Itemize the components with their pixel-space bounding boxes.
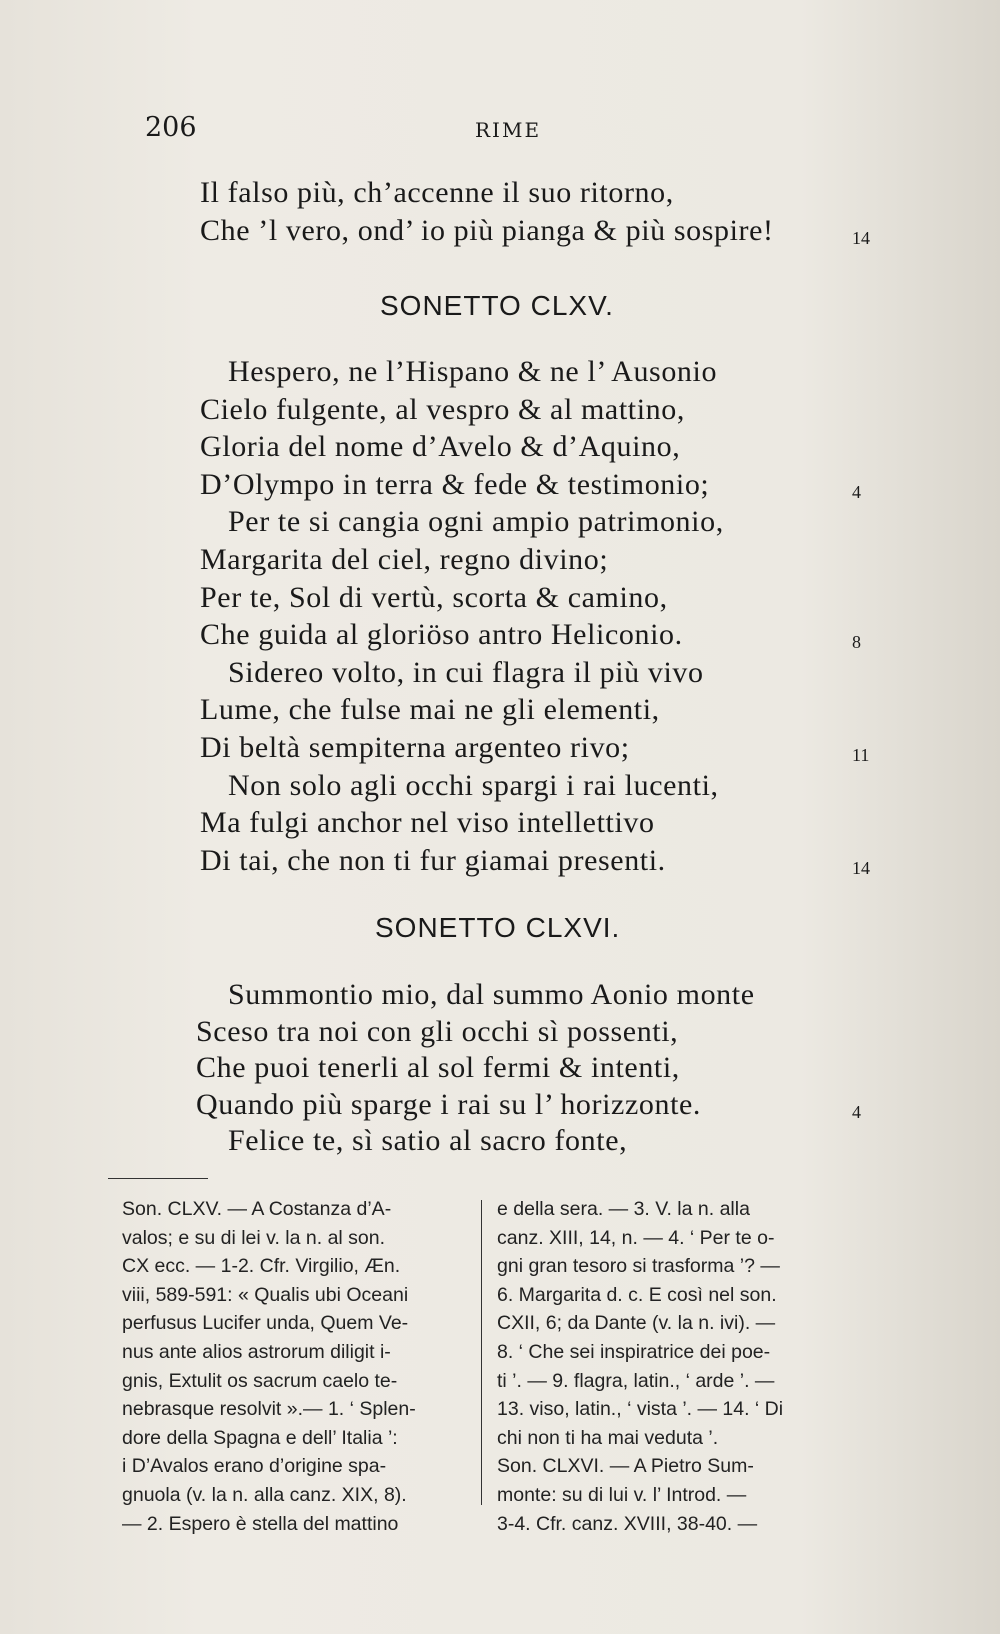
sonnet-title: SONETTO CLXVI.: [375, 912, 621, 943]
footnotes-right-column: [497, 1195, 862, 1538]
footnote-line: monte: su di lui v. l’ Introd. —: [497, 1483, 747, 1506]
footnote-line: CX ecc. — 1-2. Cfr. Virgilio, Æn.: [122, 1255, 401, 1278]
verse-line: Per te, Sol di vertù, scorta & camino,: [200, 580, 668, 614]
verse-line: Non solo agli occhi spargi i rai lucenti,: [228, 768, 719, 802]
footnote-line: Son. CLXV. — A Costanza d’A-: [122, 1198, 392, 1220]
line-number: 8: [852, 632, 861, 653]
page-header: [145, 112, 845, 152]
verse-line: Per te si cangia ogni ampio patrimonio,: [228, 505, 724, 539]
footnote-line: 13. viso, latin., ‘ vista ’. — 14. ‘ Di: [497, 1398, 784, 1421]
line-number: 14: [852, 857, 870, 878]
verse-line: Cielo fulgente, al vespro & al mattino,: [200, 392, 685, 426]
footnote-line: gni gran tesoro si trasforma ’? —: [497, 1255, 780, 1278]
verse-line: Summontio mio, dal summo Aonio monte: [228, 978, 755, 1011]
footnote-line: 6. Margarita d. c. E così nel son.: [497, 1283, 777, 1306]
footnote-line: e della sera. — 3. V. la n. alla: [497, 1198, 750, 1220]
footnote-line: canz. XIII, 14, n. — 4. ‘ Per te o-: [497, 1226, 775, 1249]
verse-line: Sceso tra noi con gli occhi sì possenti,: [196, 1014, 679, 1048]
verse-line: Sidereo volto, in cui flagra il più vivo: [228, 655, 704, 689]
page-number: 206: [145, 112, 197, 143]
line-number: 11: [852, 745, 870, 765]
running-head: RIME: [475, 118, 542, 142]
footnote-line: CXII, 6; da Dante (v. la n. ivi). —: [497, 1312, 776, 1335]
footnote-line: 8. ‘ Che sei inspiratrice dei poe-: [497, 1340, 771, 1363]
footnotes-left-column: [122, 1195, 470, 1538]
footnote-line: gnis, Extulit os sacrum caelo te-: [122, 1369, 398, 1392]
footnote-line: nus ante alios astrorum diligit i-: [122, 1340, 391, 1363]
verse-line: Che guida al gloriöso antro Heliconio.: [200, 618, 683, 652]
verse-line: Margarita del ciel, regno divino;: [200, 543, 609, 576]
verse-line: Di tai, che non ti fur giamai presenti.: [200, 843, 666, 877]
line-number: 4: [852, 1101, 861, 1122]
footnote-line: 3-4. Cfr. canz. XVIII, 38-40. —: [497, 1512, 758, 1535]
footnote-line: perfusus Lucifer unda, Quem Ve-: [122, 1312, 409, 1335]
verse-line: Hespero, ne l’Hispano & ne l’ Ausonio: [228, 355, 718, 388]
verse-line: Che ’l vero, ond’ io più pianga & più sospire!: [200, 214, 774, 247]
verse-line: Gloria del nome d’Avelo & d’Aquino,: [200, 430, 681, 464]
line-number: 4: [852, 481, 861, 502]
footnote-line: — 2. Espero è stella del mattino: [122, 1512, 399, 1535]
footnote-column-divider: [481, 1200, 482, 1505]
verse-line: Lume, che fulse mai ne gli elementi,: [200, 693, 660, 727]
verse-line: Di beltà sempiterna argenteo rivo;: [200, 731, 630, 764]
footnote-line: i D’Avalos erano d’origine spa-: [122, 1455, 387, 1478]
verse-line: D’Olympo in terra & fede & testimonio;: [200, 467, 710, 501]
footnote-line: gnuola (v. la n. alla canz. XIX, 8).: [122, 1483, 407, 1506]
footnote-line: Son. CLXVI. — A Pietro Sum-: [497, 1455, 754, 1478]
footnote-line: ti ’. — 9. flagra, latin., ‘ arde ’. —: [497, 1369, 775, 1392]
footnote-line: chi non ti ha mai veduta ’.: [497, 1426, 719, 1449]
footnote-rule: [108, 1178, 208, 1179]
line-number: 14: [852, 228, 870, 248]
footnote-line: viii, 589-591: « Qualis ubi Oceani: [122, 1283, 409, 1306]
verse-line: Ma fulgi anchor nel viso intellettivo: [200, 806, 655, 840]
footnote-line: dore della Spagna e dell’ Italia ’:: [122, 1426, 398, 1449]
verse-line: Quando più sparge i rai su l’ horizzonte.: [196, 1087, 702, 1121]
verse-line: Che puoi tenerli al sol fermi & intenti,: [196, 1051, 680, 1084]
footnote-line: nebrasque resolvit ».— 1. ‘ Splen-: [122, 1398, 416, 1421]
verse-line: Il falso più, ch’accenne il suo ritorno,: [200, 176, 674, 209]
footnote-line: valos; e su di lei v. la n. al son.: [122, 1226, 386, 1249]
verse-line: Felice te, sì satio al sacro fonte,: [228, 1124, 628, 1157]
sonnet-title: SONETTO CLXV.: [380, 290, 614, 321]
